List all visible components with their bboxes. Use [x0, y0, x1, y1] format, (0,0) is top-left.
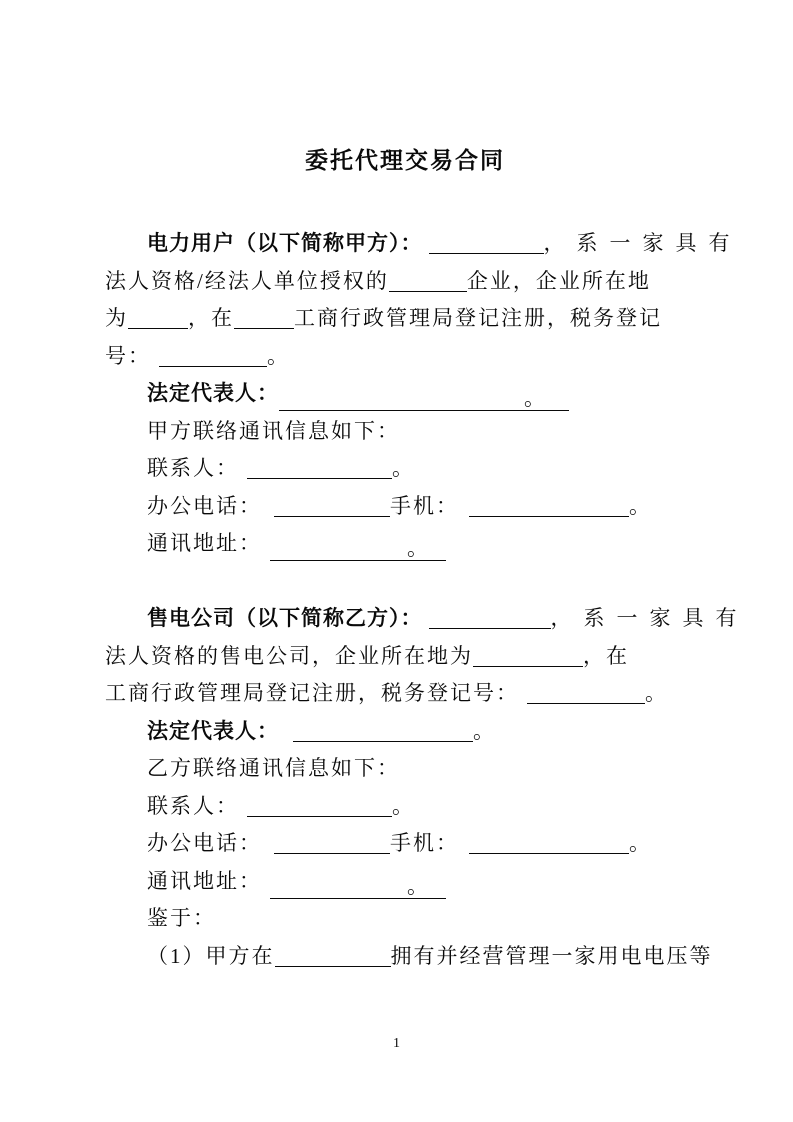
party-a-address-label: 通讯地址： — [147, 531, 262, 555]
party-b-contact-name-line — [105, 788, 705, 826]
party-a-phone-line — [105, 488, 705, 526]
period-mark: 。 — [392, 793, 415, 818]
party-a-line3-mid: ，在 — [188, 306, 234, 330]
period-mark: 。 — [473, 718, 496, 743]
party-a-line2-text: 法人资格/经法人单位授权的 — [105, 268, 389, 293]
party-a-line3-text: 为 — [105, 306, 128, 330]
party-a-contact-heading — [105, 413, 705, 451]
party-b-line2-after: ，在 — [583, 643, 629, 668]
party-b-legal-rep-blank[interactable] — [293, 721, 473, 742]
party-b-legal-rep-label: 法定代表人： — [147, 718, 279, 743]
party-a-contact-heading-text: 甲方联络通讯信息如下： — [147, 418, 400, 443]
party-b-tax-id-blank[interactable] — [527, 683, 645, 704]
party-b-intro-line-1 — [105, 600, 749, 638]
party-b-intro-after: ，系一家具有 — [550, 606, 749, 630]
party-b-contact-heading — [105, 750, 705, 788]
party-b-name-blank[interactable] — [429, 608, 551, 629]
blank-line — [105, 563, 705, 601]
period-mark: 。 — [524, 386, 545, 410]
period-mark: 。 — [407, 536, 428, 560]
party-b-contact-name-blank[interactable] — [247, 796, 392, 817]
period-mark: 。 — [629, 831, 652, 855]
party-a-plant-location-blank[interactable] — [275, 946, 391, 967]
party-b-phone-line — [105, 825, 705, 863]
party-a-legal-rep-blank[interactable] — [279, 385, 569, 411]
party-b-intro-line-3 — [105, 675, 705, 713]
party-a-contact-label: 联系人： — [147, 456, 239, 480]
period-mark: 。 — [392, 456, 415, 480]
whereas-item1-text: （1）甲方在 — [147, 943, 275, 968]
party-a-address-blank[interactable] — [270, 535, 446, 561]
party-b-mobile-label: 手机： — [390, 831, 459, 855]
party-a-intro-after: ，系一家具有 — [543, 231, 742, 255]
whereas-item1-after: 拥有并经营管理一家用电电压等 — [390, 943, 713, 968]
party-a-intro-line-2 — [105, 263, 705, 301]
party-b-intro-line-2 — [105, 638, 705, 676]
period-mark: 。 — [407, 873, 428, 898]
party-b-address-label: 通讯地址： — [147, 868, 262, 893]
party-a-mobile-blank[interactable] — [469, 496, 629, 517]
party-b-line3-text: 工商行政管理局登记注册，税务登记号： — [105, 681, 519, 705]
party-b-intro-label: 售电公司（以下简称乙方）： — [147, 606, 423, 630]
party-a-intro-line-1 — [105, 225, 742, 263]
party-b-mobile-blank[interactable] — [469, 833, 629, 854]
party-a-line4-text: 号： — [105, 343, 151, 368]
party-a-registry-blank[interactable] — [234, 308, 294, 329]
party-a-intro-line-4 — [105, 338, 705, 376]
party-a-intro-line-3 — [105, 300, 705, 338]
party-a-line3-after: 工商行政管理局登记注册，税务登记 — [294, 306, 662, 330]
party-a-contact-name-blank[interactable] — [247, 458, 392, 479]
document-body — [105, 140, 749, 975]
party-a-address-line — [105, 525, 705, 563]
party-a-tax-id-blank[interactable] — [159, 346, 267, 367]
whereas-heading — [105, 900, 705, 938]
period-mark: 。 — [267, 343, 290, 368]
party-a-location-blank[interactable] — [128, 308, 188, 329]
party-a-enterprise-type-blank[interactable] — [389, 271, 467, 292]
period-mark: 。 — [645, 681, 668, 705]
party-a-name-blank[interactable] — [429, 233, 544, 254]
party-b-address-blank[interactable] — [270, 873, 446, 899]
party-a-office-phone-blank[interactable] — [274, 496, 390, 517]
party-a-legal-rep-label: 法定代表人： — [147, 381, 279, 405]
party-b-contact-heading-text: 乙方联络通讯信息如下： — [147, 756, 400, 780]
party-b-line2-text: 法人资格的售电公司，企业所在地为 — [105, 643, 473, 668]
whereas-heading-text: 鉴于： — [147, 906, 216, 930]
party-b-legal-rep-line — [105, 713, 705, 751]
party-a-intro-label: 电力用户（以下简称甲方）： — [147, 231, 423, 255]
party-b-address-line — [105, 863, 705, 901]
party-b-office-phone-label: 办公电话： — [147, 831, 262, 855]
party-a-legal-rep-line — [105, 375, 705, 413]
party-a-contact-name-line — [105, 450, 705, 488]
party-a-line2-after: 企业，企业所在地 — [466, 268, 651, 293]
party-a-office-phone-label: 办公电话： — [147, 493, 262, 518]
party-b-office-phone-blank[interactable] — [274, 833, 390, 854]
document-title: 委托代理交易合同 — [305, 147, 505, 173]
party-b-contact-label: 联系人： — [147, 793, 239, 818]
period-mark: 。 — [629, 493, 652, 518]
party-b-location-blank[interactable] — [473, 646, 583, 667]
page-number: 1 — [393, 1036, 400, 1051]
whereas-item-1 — [105, 938, 713, 976]
party-a-mobile-label: 手机： — [390, 493, 459, 518]
